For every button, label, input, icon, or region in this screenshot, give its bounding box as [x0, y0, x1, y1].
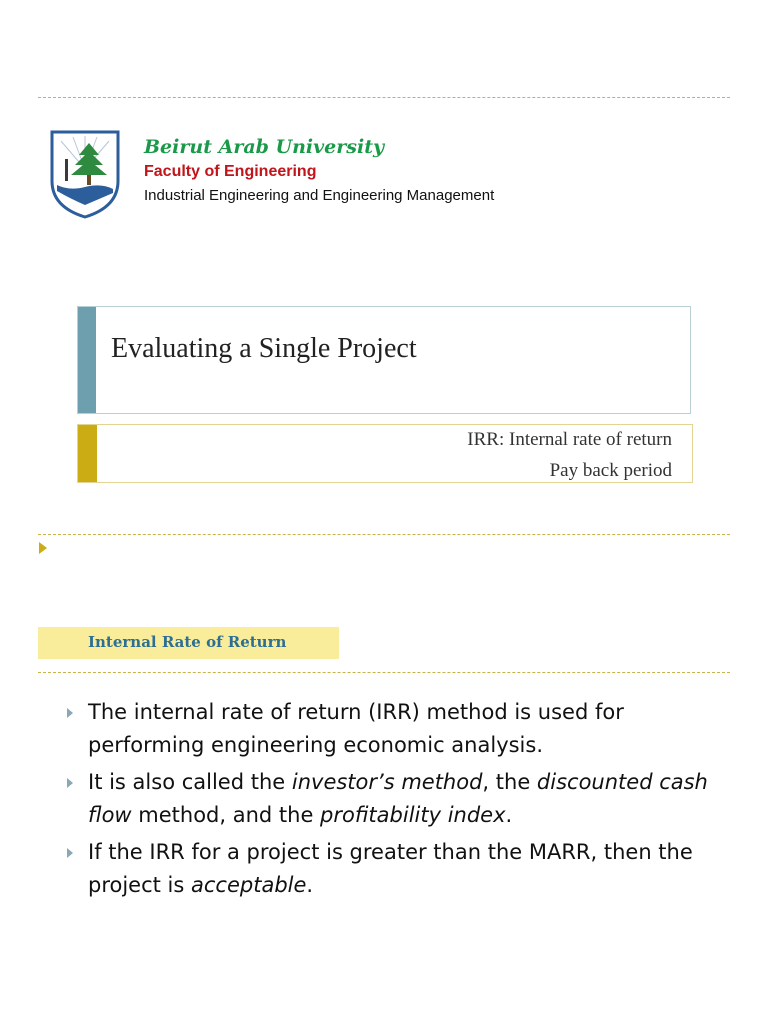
title-box — [77, 306, 691, 414]
arrow-marker-icon — [39, 542, 47, 554]
department-name: Industrial Engineering and Engineering Management — [144, 187, 495, 204]
bullet-emphasis: investor’s method — [291, 770, 483, 794]
middle-divider — [38, 534, 730, 535]
title-accent-bar — [78, 307, 96, 413]
bullet-emphasis: profitability index — [320, 803, 506, 827]
faculty-name: Faculty of Engineering — [144, 163, 317, 180]
subtitle-box — [77, 424, 693, 483]
bullet-item — [67, 766, 727, 832]
bullet-text: method, and the — [131, 803, 321, 827]
bullet-arrow-icon — [67, 708, 73, 718]
top-divider — [38, 97, 730, 98]
bullet-text: If the IRR for a project is greater than the MARR, then the project is — [88, 840, 693, 897]
bullet-text: . — [505, 803, 513, 827]
university-logo-icon — [49, 129, 121, 219]
bullet-text: , the — [482, 770, 537, 794]
bullet-item — [67, 696, 727, 762]
bullet-text: It is also called the — [88, 770, 292, 794]
bullet-emphasis: acceptable — [191, 873, 307, 897]
subtitle-line-1: IRR: Internal rate of return — [467, 429, 672, 450]
university-name: Beirut Arab University — [144, 136, 385, 158]
section-label — [38, 627, 339, 659]
section-divider — [38, 672, 730, 673]
bullet-item — [67, 836, 727, 902]
bullet-text: The internal rate of return (IRR) method is used for performing engineering economic analysis. — [88, 700, 624, 757]
bullet-text: . — [306, 873, 314, 897]
bullet-arrow-icon — [67, 778, 73, 788]
bullet-arrow-icon — [67, 848, 73, 858]
bullet-list — [67, 696, 727, 906]
subtitle-accent-bar — [78, 425, 97, 482]
section-title: Internal Rate of Return — [88, 633, 287, 651]
bullet-emphasis: discounted cash flow — [88, 770, 708, 827]
slide-title: Evaluating a Single Project — [111, 333, 417, 364]
subtitle-line-2: Pay back period — [549, 460, 672, 481]
